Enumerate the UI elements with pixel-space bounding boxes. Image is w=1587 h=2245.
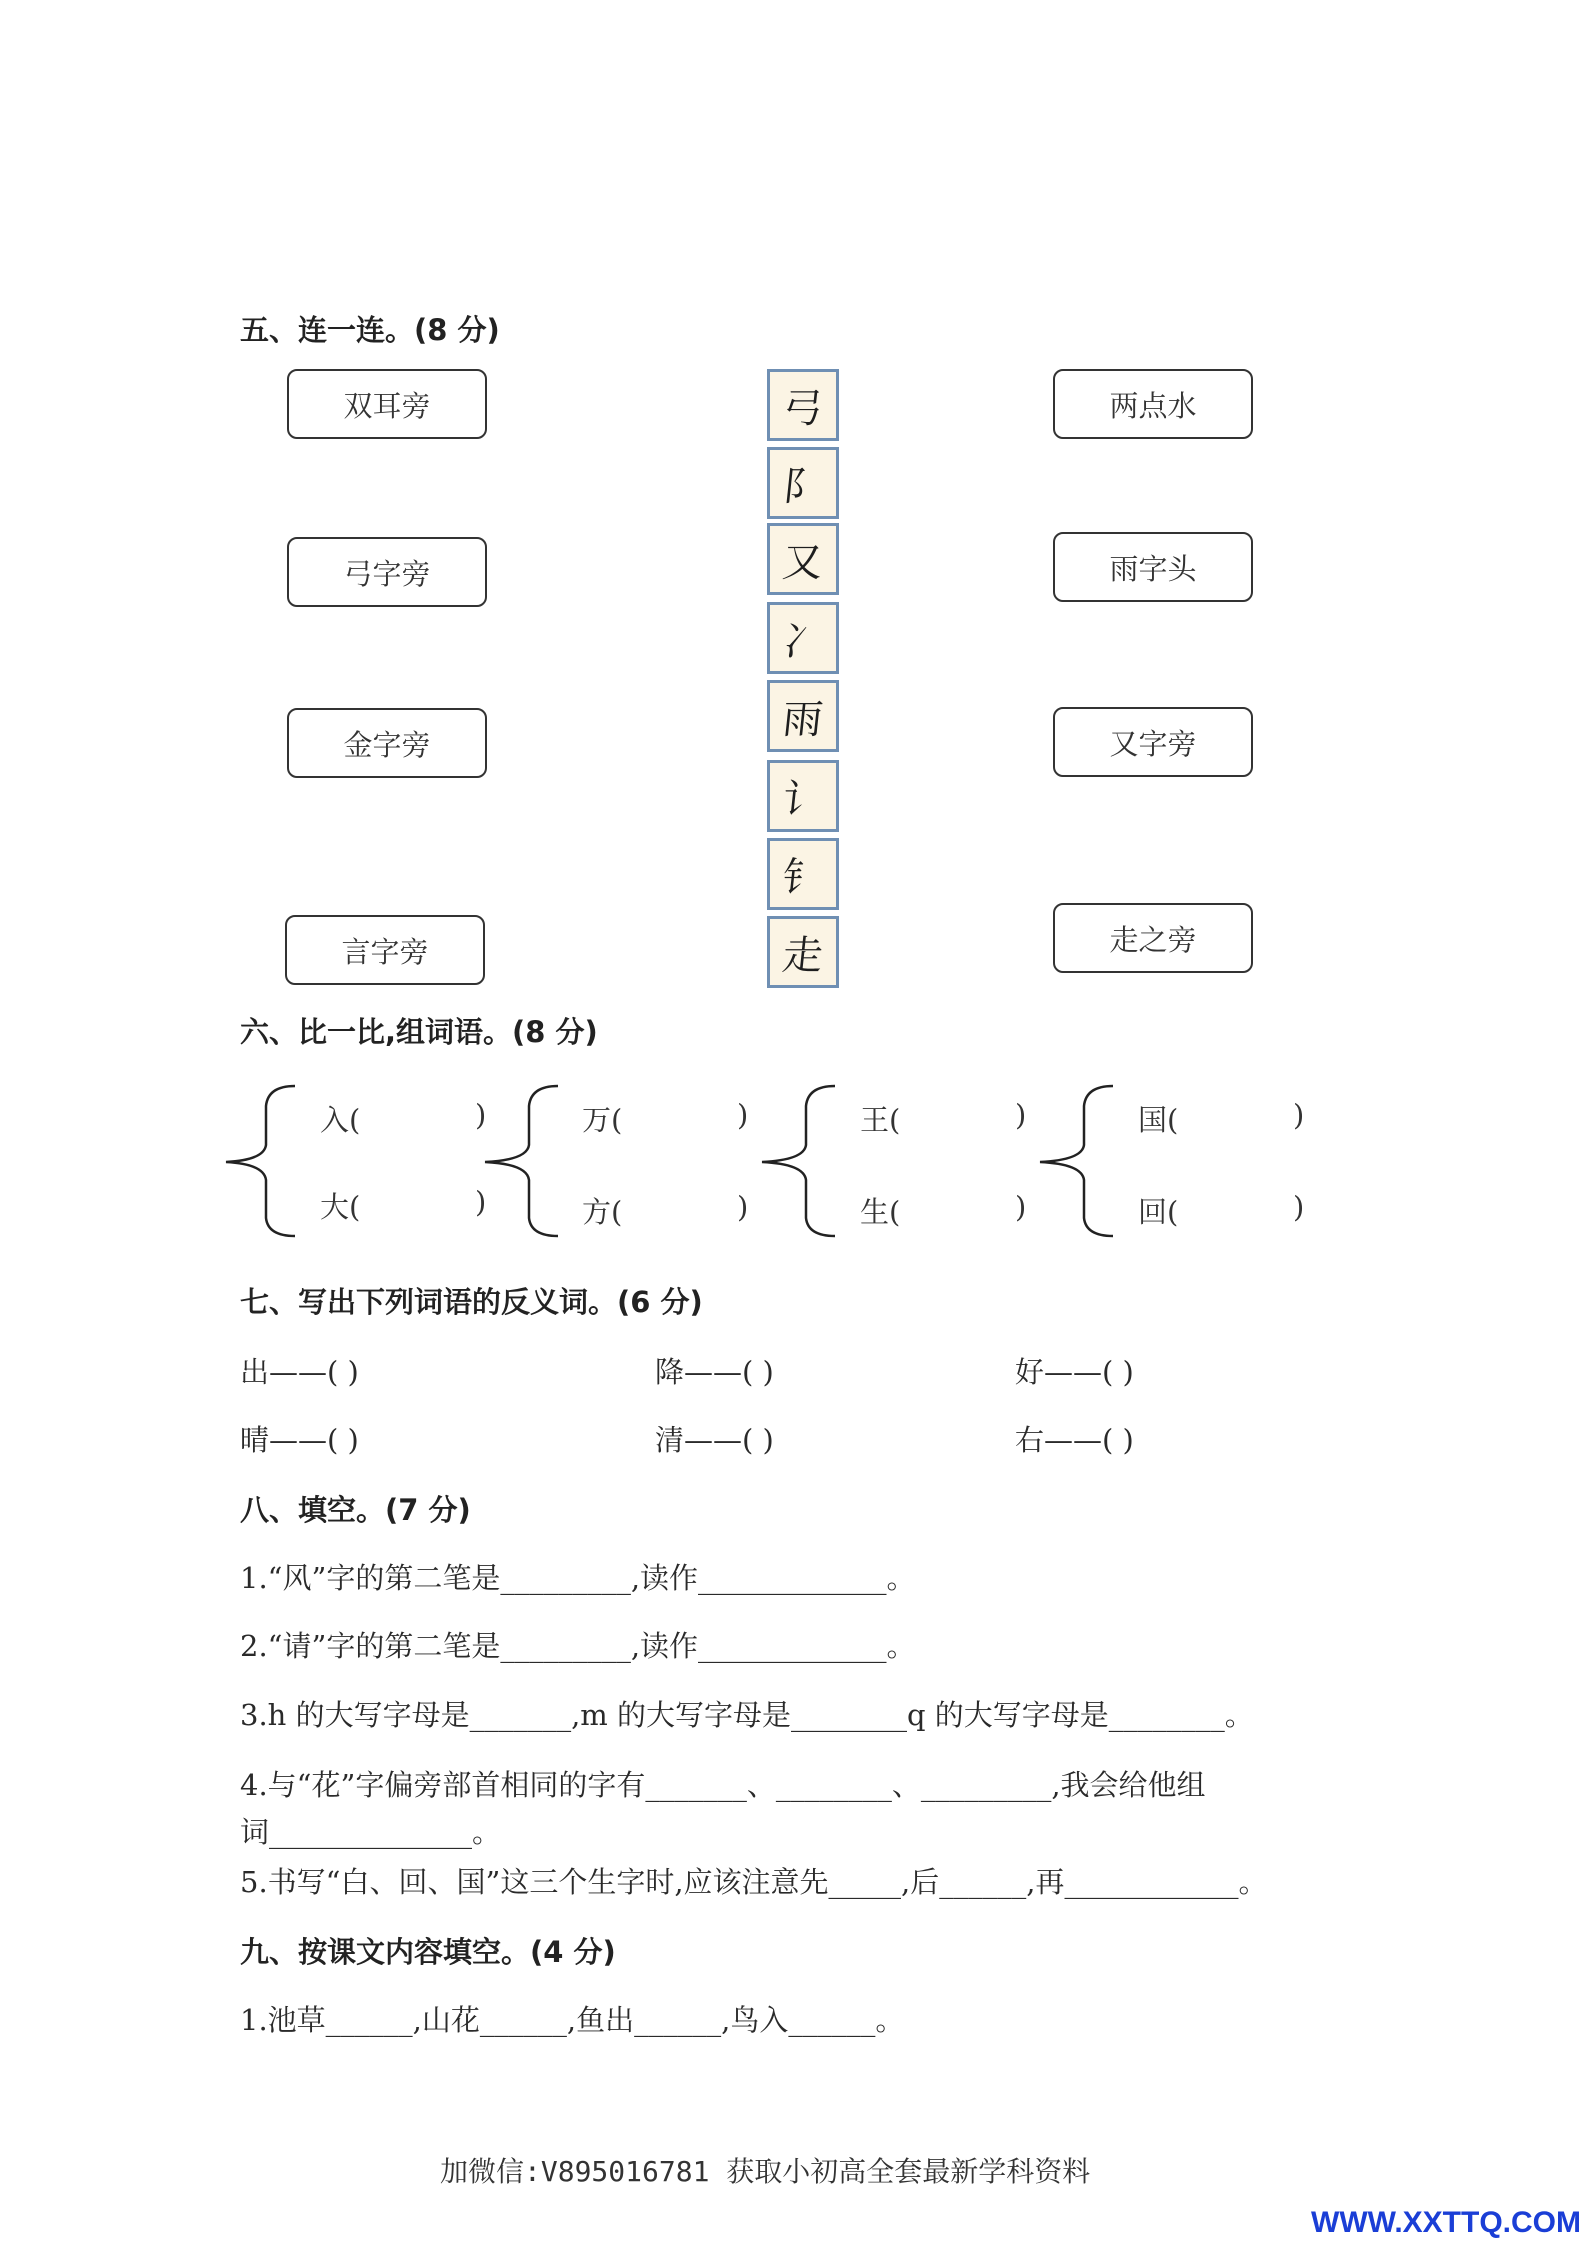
compare-3-top[interactable]: 王( ) [860, 1098, 1027, 1137]
brace-4 [1040, 1086, 1113, 1236]
antonym-item-6[interactable]: 右——( ) [1015, 1423, 1134, 1457]
radical-char: 冫 [780, 618, 826, 665]
recite-line-1[interactable]: 1.池草______,山花______,鱼出______,鸟入______。 [240, 2003, 905, 2037]
radical-char: 讠 [780, 776, 826, 823]
antonym-item-2[interactable]: 降——( ) [655, 1355, 774, 1389]
left-box-3[interactable]: 金字旁 [287, 708, 487, 778]
section7-heading: 七、写出下列词语的反义词。(6 分) [240, 1285, 703, 1319]
compare-2-bottom[interactable]: 方( ) [582, 1190, 749, 1229]
fill-line-3[interactable]: 3.h 的大写字母是_______,m 的大写字母是________q 的大写字母是________。 [240, 1698, 1254, 1732]
radical-char: 走 [780, 932, 826, 979]
fill-line-4-cont[interactable]: 词______________。 [240, 1815, 502, 1849]
antonym-item-5[interactable]: 清——( ) [655, 1423, 774, 1457]
brace-3 [762, 1086, 835, 1236]
right-box-4[interactable]: 走之旁 [1053, 903, 1253, 973]
compare-2-top[interactable]: 万( ) [582, 1098, 749, 1137]
fill-line-4[interactable]: 4.与“花”字偏旁部首相同的字有_______、________、_________,我会给他组 [240, 1768, 1206, 1802]
radical-char: 阝 [780, 463, 826, 510]
compare-1-top[interactable]: 入( ) [320, 1098, 487, 1137]
radical-char: 钅 [780, 854, 826, 901]
compare-1-bottom[interactable]: 大( ) [320, 1185, 487, 1224]
section5-heading: 五、连一连。(8 分) [240, 313, 500, 347]
compare-4-top[interactable]: 国( ) [1138, 1098, 1305, 1137]
fill-line-1[interactable]: 1.“风”字的第二笔是_________,读作_____________。 [240, 1561, 916, 1595]
right-box-2[interactable]: 雨字头 [1053, 532, 1253, 602]
fill-line-5[interactable]: 5.书写“白、回、国”这三个生字时,应该注意先_____,后______,再____________。 [240, 1865, 1268, 1899]
antonym-item-4[interactable]: 晴——( ) [240, 1423, 359, 1457]
antonym-item-1[interactable]: 出——( ) [240, 1355, 359, 1389]
left-box-1[interactable]: 双耳旁 [287, 369, 487, 439]
brace-1 [226, 1086, 295, 1236]
left-box-2[interactable]: 弓字旁 [287, 537, 487, 607]
radical-char: 又 [780, 539, 826, 586]
site-watermark: WWW.XXTTQ.COM [1311, 2206, 1581, 2239]
section9-heading: 九、按课文内容填空。(4 分) [240, 1935, 616, 1969]
section6-heading: 六、比一比,组词语。(8 分) [240, 1015, 598, 1049]
right-box-3[interactable]: 又字旁 [1053, 707, 1253, 777]
footer-promo-text: 加微信:V895016781 获取小初高全套最新学科资料 [440, 2155, 1091, 2188]
left-box-4[interactable]: 言字旁 [285, 915, 485, 985]
radical-char: 雨 [780, 696, 826, 743]
compare-3-bottom[interactable]: 生( ) [860, 1190, 1027, 1229]
section8-heading: 八、填空。(7 分) [240, 1493, 471, 1527]
right-box-1[interactable]: 两点水 [1053, 369, 1253, 439]
compare-4-bottom[interactable]: 回( ) [1138, 1190, 1305, 1229]
fill-line-2[interactable]: 2.“请”字的第二笔是_________,读作_____________。 [240, 1629, 916, 1663]
radical-char: 弓 [780, 385, 826, 432]
antonym-item-3[interactable]: 好——( ) [1015, 1355, 1134, 1389]
brace-2 [485, 1086, 558, 1236]
